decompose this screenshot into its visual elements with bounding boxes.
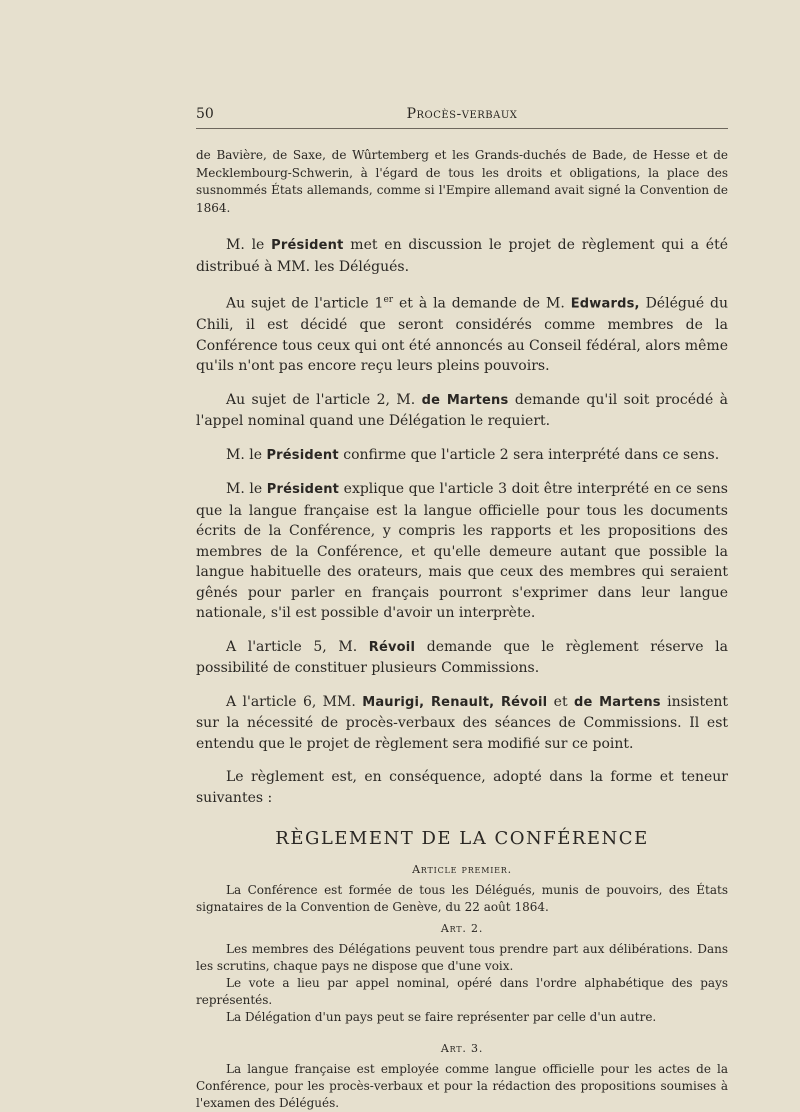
- text-run: demande qu'il soit procédé à l'appel nominal quand une Délégation le requiert.: [196, 391, 729, 430]
- lead-paragraph: de Bavière, de Saxe, de Wûrtemberg et les Grands-duchés de Bade, de Hesse et de Mecklembourg-Schwerin, à l'égard de tous les droits et obligations, la place des susnommés États allemands, comme si l'Empire allemand avait signé la Convention de 1864.: [196, 148, 728, 215]
- text-run: explique que l'article 3 doit être interprété en ce sens que la langue française est la langue officielle pour tous les documents écrits de la Conférence, y compris les rapports et les propositions des membres de la Conférence, et qu'elle demeure autant que possible la langue habituelle des orateurs, mais que ceux des membres qui seraient gênés pour parler en français pourront s'exprimer dans leur langue nationale, s'il est possible d'avoir un interprète.: [196, 481, 728, 622]
- article-text: Le vote a lieu par appel nominal, opéré dans l'ordre alphabétique des pays représentés.: [196, 976, 728, 1008]
- person-name: Président: [266, 482, 340, 498]
- person-name: Président: [266, 447, 339, 463]
- text-run: confirme que l'article 2 sera interprété dans ce sens.: [338, 446, 720, 463]
- header-rule: [196, 128, 728, 129]
- paragraph: [196, 637, 728, 679]
- text-run: Au sujet de l'article 1: [226, 295, 384, 312]
- text-run: M. le: [226, 446, 267, 463]
- person-name: de Martens: [421, 392, 509, 408]
- paragraph: [196, 445, 728, 467]
- page-number: 50: [196, 106, 214, 122]
- text-run: met en discussion le projet de règlement qui a été distribué à MM. les Délégués.: [196, 237, 729, 275]
- text-run: insistent sur la nécessité de procès-verbaux des séances de Commissions. Il est entendu que le projet de règlement sera modifié sur ce point.: [196, 693, 728, 752]
- text-run: demande que le règlement réserve la possibilité de constituer plusieurs Commissions.: [196, 638, 728, 677]
- text-run: M. le: [226, 481, 267, 498]
- text-run: Au sujet de l'article 2, M.: [226, 391, 422, 408]
- article-heading: Article premier.: [412, 863, 512, 877]
- article-text: Les membres des Délégations peuvent tous prendre part aux délibérations. Dans les scrutins, chaque pays ne dispose que d'une voix.: [196, 942, 728, 974]
- text-run: et à la demande de M.: [393, 295, 571, 312]
- text-run: A l'article 6, MM.: [226, 693, 363, 710]
- paragraph: Le règlement est, en conséquence, adopté dans la forme et teneur suivantes :: [196, 769, 728, 806]
- person-name: de Martens: [573, 694, 661, 710]
- person-name: Maurigi, Renault, Révoil: [362, 694, 548, 710]
- reglement-title: RÈGLEMENT DE LA CONFÉRENCE: [275, 828, 649, 850]
- article-heading: Art. 3.: [440, 1042, 484, 1056]
- article-text: La Conférence est formée de tous les Délégués, munis de pouvoirs, des États signataires de la Convention de Genève, du 22 août 1864.: [196, 883, 728, 915]
- superscript: er: [383, 295, 394, 305]
- body-text: [196, 147, 728, 1112]
- person-name: Président: [271, 238, 344, 253]
- person-name: Révoil: [368, 639, 416, 655]
- article-heading: Art. 2.: [440, 922, 484, 936]
- text-run: et: [547, 693, 574, 710]
- article-text: La langue française est employée comme langue officielle pour les actes de la Conférence, pour les procès-verbaux et pour la rédaction des propositions soumises à l'examen des Délégués.: [196, 1062, 728, 1111]
- paragraph: [196, 692, 728, 755]
- paragraph: [196, 390, 728, 432]
- running-title: Procès-verbaux: [406, 106, 518, 122]
- person-name: Edwards,: [570, 296, 640, 312]
- page-header: [196, 106, 728, 126]
- paragraph: [196, 235, 728, 277]
- paragraph: [196, 479, 728, 624]
- text-run: Délégué du Chili, il est décidé que seront considérés comme membres de la Conférence tous ceux qui ont été annoncés au Conseil fédéral, alors même qu'ils n'ont pas encore reçu leurs pleins pouvoirs.: [196, 295, 729, 375]
- text-run: A l'article 5, M.: [226, 638, 369, 655]
- article-text: La Délégation d'un pays peut se faire représenter par celle d'un autre.: [226, 1010, 657, 1025]
- spacer: [196, 1026, 728, 1036]
- paragraph: [196, 290, 728, 377]
- text-run: M. le: [226, 237, 272, 253]
